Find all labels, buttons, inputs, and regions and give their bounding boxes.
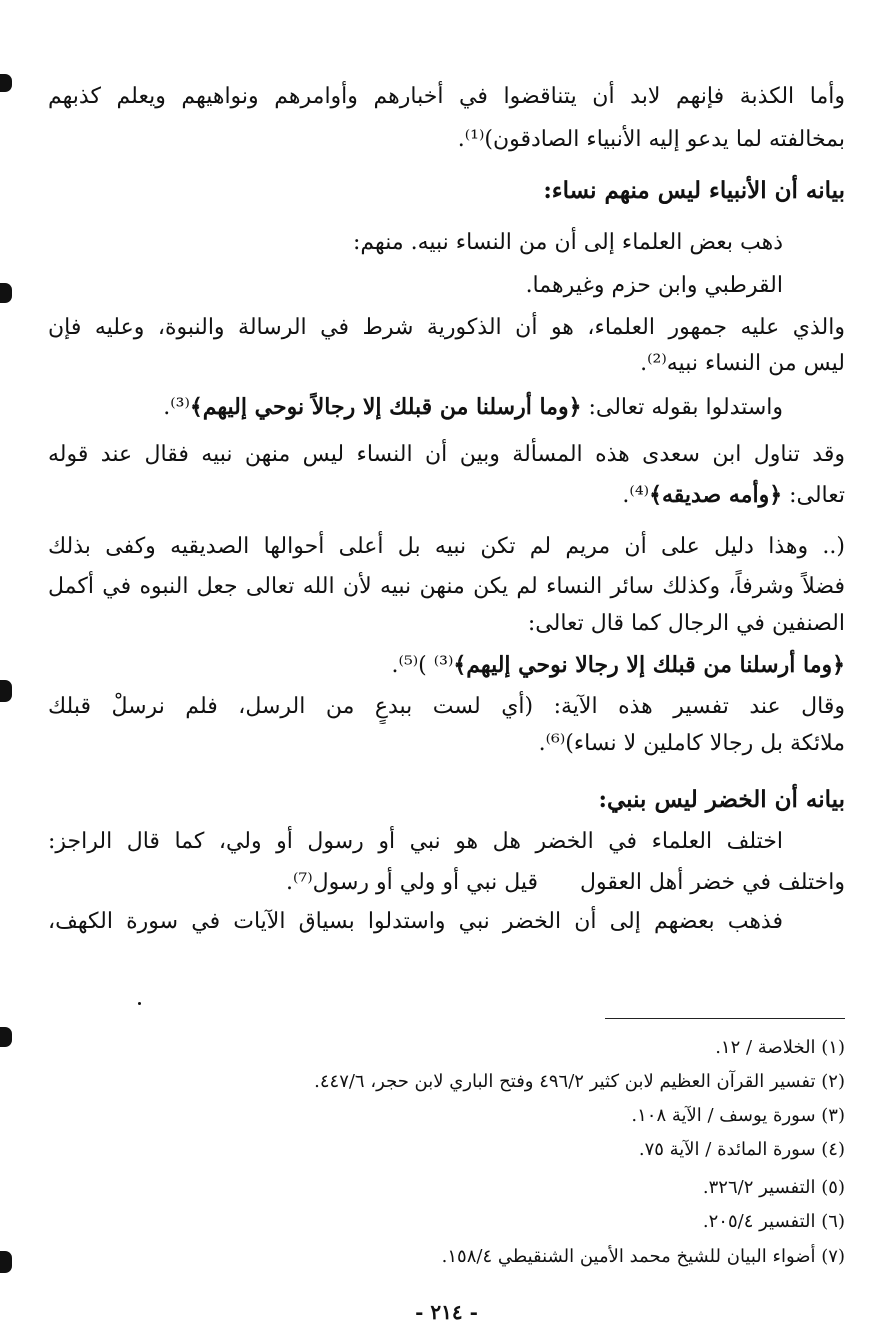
citation-intro: تعالى: — [789, 483, 845, 508]
poem-hemistich-second: قيل نبي أو ولي أو رسول⁽⁷⁾. — [285, 870, 539, 895]
paragraph-line: ليس من النساء نبيه⁽²⁾. — [640, 351, 845, 376]
quote-line: فضلاً وشرفاً، وكذلك سائر النساء لم يكن منهن نبيه لأن الله تعالى جعل النبوه في أكمل — [48, 574, 845, 599]
footnote: (٥) التفسير ٣٢٦/٢. — [702, 1177, 845, 1198]
section-heading: بيانه أن الأنبياء ليس منهم نساء: — [543, 177, 845, 204]
paragraph-line: اختلف العلماء في الخضر هل هو نبي أو رسول أو ولي، كما قال الراجز: — [48, 829, 783, 854]
citation-intro: واستدلوا بقوله تعالى: — [588, 395, 783, 420]
paragraph-line: وقال عند تفسير هذه الآية: (أي لست ببدعٍ من الرسل، فلم نرسلْ قبلك — [48, 694, 845, 719]
footnote-ref: ⁽³⁾ )⁽⁵⁾. — [391, 653, 454, 678]
quran-verse: ﴿وأمه صديقه﴾ — [649, 482, 783, 508]
footnote-divider — [605, 1018, 845, 1019]
quran-verse: ﴿وما أرسلنا من قبلك إلا رجالاً نوحي إليهم﴾ — [189, 394, 582, 420]
paragraph-line: القرطبي وابن حزم وغيرهما. — [525, 273, 783, 298]
section-heading: بيانه أن الخضر ليس بنبي: — [598, 786, 845, 813]
scan-mark — [0, 283, 12, 303]
quote-line: الصنفين في الرجال كما قال تعالى: — [527, 611, 845, 636]
poem-hemistich-first: واختلف في خضر أهل العقول — [580, 870, 845, 895]
paragraph-line: والذي عليه جمهور العلماء، هو أن الذكورية شرط في الرسالة والنبوة، وعليه فإن — [48, 315, 845, 340]
paragraph-line: ملائكة بل رجالا كاملين لا نساء)⁽⁶⁾. — [538, 731, 845, 756]
quran-citation-line — [48, 478, 845, 513]
footnote-ref: ⁽³⁾. — [163, 395, 190, 420]
footnote: (١) الخلاصة / ١٢. — [715, 1037, 845, 1058]
footnote: (٢) تفسير القرآن العظيم لابن كثير ٤٩٦/٢ وفتح الباري لابن حجر، ٤٤٧/٦. — [314, 1071, 845, 1092]
paragraph-line: فذهب بعضهم إلى أن الخضر نبي واستدلوا بسياق الآيات في سورة الكهف، — [48, 909, 783, 934]
scan-mark — [0, 1027, 12, 1047]
quran-citation-line — [48, 390, 783, 425]
quran-verse: ﴿وما أرسلنا من قبلك إلا رجالا نوحي إليهم﴾ — [453, 652, 845, 678]
footnote-ref: ⁽⁴⁾. — [622, 483, 650, 508]
paragraph-line: وأما الكذبة فإنهم لابد أن يتناقضوا في أخبارهم وأوامرهم ونواهيهم ويعلم كذبهم — [48, 84, 845, 109]
scan-speck — [138, 1002, 141, 1005]
scan-mark — [0, 680, 12, 702]
footnote: (٣) سورة يوسف / الآية ١٠٨. — [631, 1105, 845, 1126]
page-number: - ٢١٤ - — [415, 1300, 478, 1324]
paragraph-line: ذهب بعض العلماء إلى أن من النساء نبيه. منهم: — [353, 230, 783, 255]
footnote: (٦) التفسير ٢٠٥/٤. — [702, 1211, 845, 1232]
paragraph-line: وقد تناول ابن سعدى هذه المسألة وبين أن النساء ليس منهن نبيه فقال عند قوله — [48, 442, 845, 467]
quran-citation-line — [48, 648, 845, 683]
scan-mark — [0, 74, 12, 92]
scan-mark — [0, 1251, 12, 1273]
paragraph-line: بمخالفته لما يدعو إليه الأنبياء الصادقون)⁽¹⁾. — [457, 127, 845, 152]
footnote: (٧) أضواء البيان للشيخ محمد الأمين الشنقيطي ١٥٨/٤. — [441, 1246, 845, 1267]
footnote: (٤) سورة المائدة / الآية ٧٥. — [638, 1139, 845, 1160]
poem-line — [48, 866, 845, 900]
quote-line: (.. وهذا دليل على أن مريم لم تكن نبيه بل أعلى أحوالها الصديقيه وكفى بذلك — [48, 534, 845, 559]
